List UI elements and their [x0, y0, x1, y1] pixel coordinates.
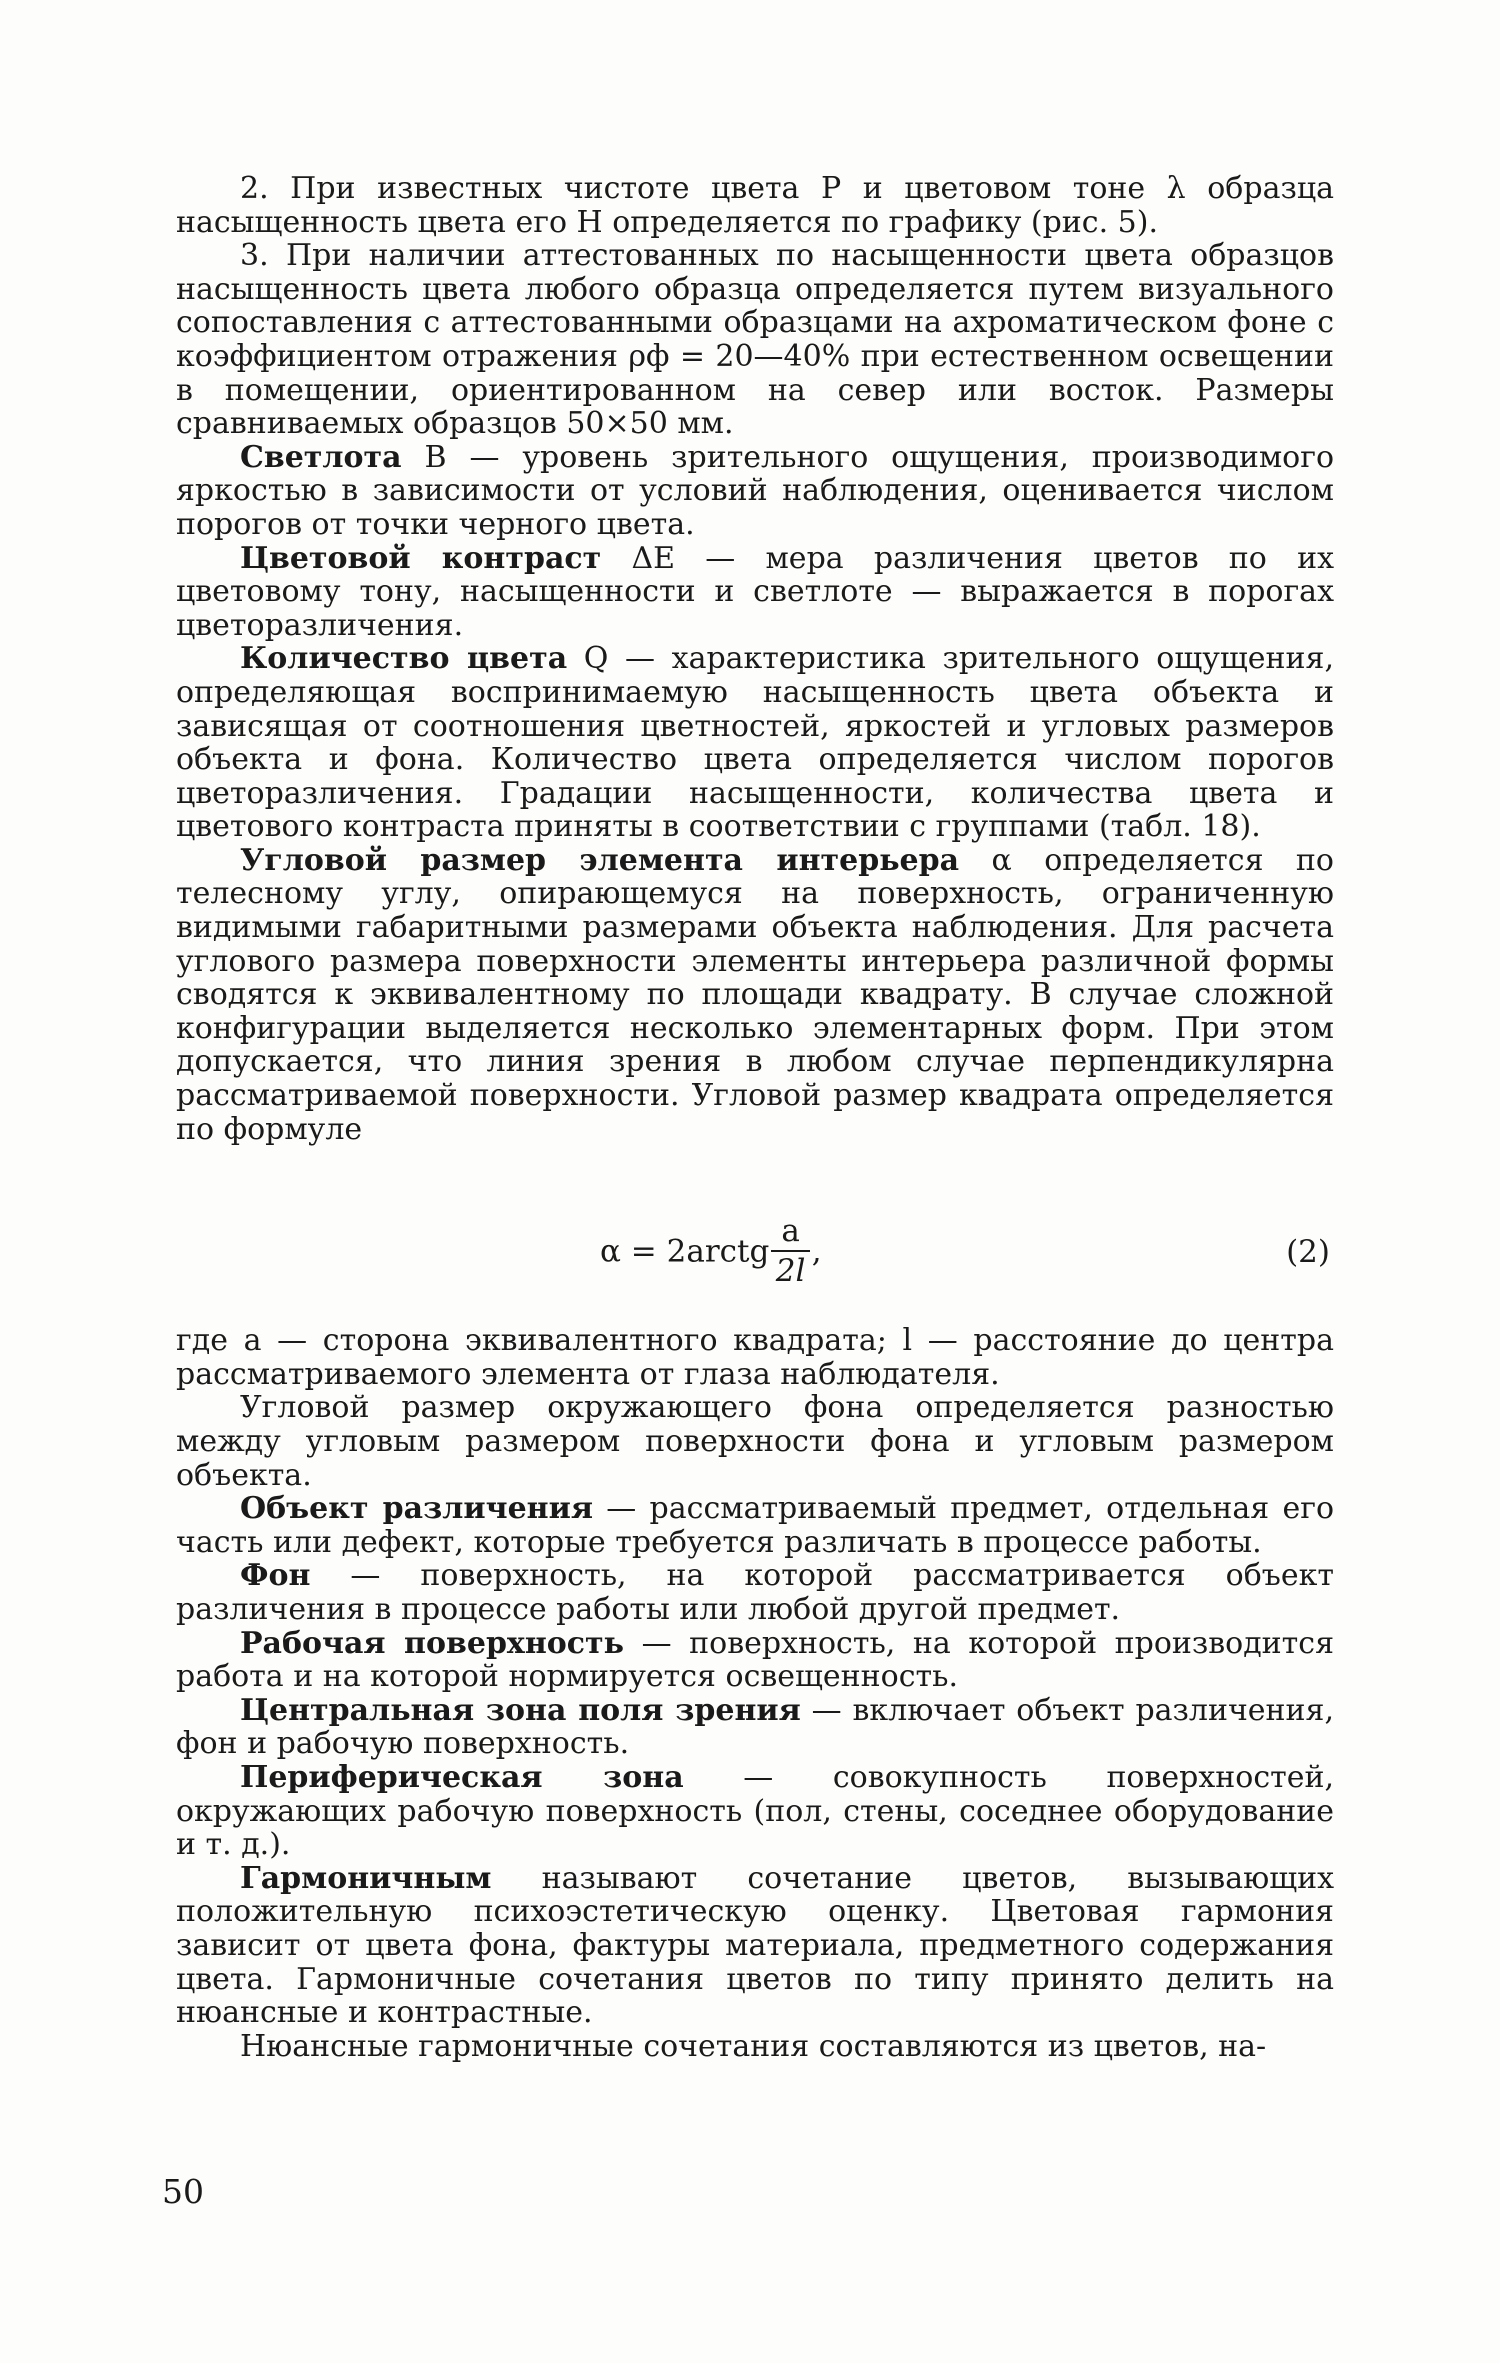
- definition-object: — рассматриваемый предмет, отдельная его часть или дефект, которые требуется различать в процессе работы.: [176, 1491, 1335, 1560]
- formula-denominator: 2l: [775, 1253, 806, 1290]
- definition-color-quantity: Q — характеристика зрительного ощущения, определяющая воспринимаемую насыщенность цвета объекта и зависящая от соотношения цветностей, яркостей и угловых размеров объекта и фона. Количество цвета определяется числом порогов цветоразличения. Градации насыщенности, количества цвета и цветового контраста приняты в соответствии с группами (табл. 18).: [176, 641, 1334, 845]
- definition-background: — поверхность, на которой рассматривается объект различения в процессе работы или любой другой предмет.: [176, 1558, 1334, 1627]
- paragraph-2: 3. При наличии аттестованных по насыщенности цвета образцов насыщенность цвета любого образца определяется путем визуального сопоставления с аттестованными образцами на ахроматическом фоне с коэффициентом отражения ρф = 20—40% при естественном освещении в помещении, ориентированном на север или восток. Размеры сравниваемых образцов 50×50 мм.: [176, 238, 1334, 442]
- paragraph-13: [176, 1761, 1334, 1862]
- formula: [600, 1214, 822, 1292]
- definition-peripheral-zone: — совокупность поверхностей, окружающих рабочую поверхность (пол, стены, соседнее оборудование и т. д.).: [176, 1759, 1335, 1863]
- term-color-contrast: Цветовой контраст: [240, 540, 602, 576]
- formula-number: (2): [1286, 1234, 1330, 1271]
- paragraph-11: [176, 1627, 1334, 1694]
- definition-angular-size: α определяется по телесному углу, опирающемуся на поверхность, ограниченную видимыми габаритными размерами объекта наблюдения. Для расчета углового размера поверхности элементы интерьера различной формы сводятся к эквивалентному по площади квадрату. В случае сложной конфигурации выделяется несколько элементарных форм. При этом допускается, что линия зрения в любом случае перпендикулярна рассматриваемой поверхности. Угловой размер квадрата определяется по формуле: [176, 842, 1334, 1147]
- paragraph-8: Угловой размер окружающего фона определяется разностью между угловым размером поверхности фона и угловым размером объекта.: [176, 1390, 1334, 1493]
- formula-numerator: a: [771, 1212, 809, 1252]
- paragraph-7: где a — сторона эквивалентного квадрата; l — расстояние до центра рассматриваемого элемента от глаза наблюдателя.: [176, 1323, 1334, 1392]
- paragraph-4: [176, 542, 1334, 643]
- formula-trail: ,: [811, 1233, 822, 1270]
- definition-harmonious: называют сочетание цветов, вызывающих положительную психоэстетическую оценку. Цветовая гармония зависит от цвета фона, фактуры материала, предметного содержания цвета. Гармоничные сочетания цветов по типу принято делить на нюансные и контрастные.: [176, 1860, 1334, 2031]
- paragraph-3: [176, 441, 1334, 542]
- definition-work-surface: — поверхность, на которой производится работа и на которой нормируется освещенность.: [176, 1625, 1334, 1695]
- paragraph-5: [176, 642, 1334, 844]
- paragraph-14: [176, 1862, 1334, 2030]
- term-central-zone: Центральная зона поля зрения: [240, 1692, 801, 1728]
- page-number: 50: [162, 2172, 204, 2211]
- formula-row: [176, 1174, 1334, 1324]
- term-object: Объект различения: [240, 1491, 594, 1527]
- body-text: [176, 172, 1334, 2063]
- paragraph-6: [176, 844, 1334, 1146]
- paragraph-1: 2. При известных чистоте цвета P и цветовом тоне λ образца насыщенность цвета его H определяется по графику (рис. 5).: [176, 171, 1334, 240]
- formula-fraction: [771, 1212, 809, 1290]
- term-angular-size: Угловой размер элемента интерьера: [240, 842, 960, 878]
- term-color-quantity: Количество цвета: [240, 641, 568, 677]
- definition-central-zone: — включает объект различения, фон и рабочую поверхность.: [176, 1692, 1334, 1762]
- term-background: Фон: [240, 1558, 311, 1594]
- paragraph-15: Нюансные гармоничные сочетания составляются из цветов, на-: [240, 2028, 1267, 2064]
- definition-color-contrast: ΔE — мера различения цветов по их цветовому тону, насыщенности и светлоте — выражается в порогах цветоразличения.: [176, 540, 1334, 643]
- term-work-surface: Рабочая поверхность: [240, 1625, 625, 1661]
- paragraph-10: [176, 1559, 1334, 1626]
- paragraph-12: [176, 1694, 1334, 1761]
- paragraph-9: [176, 1492, 1334, 1559]
- formula-lhs: α = 2arctg: [600, 1233, 770, 1270]
- definition-svetlota: B — уровень зрительного ощущения, производимого яркостью в зависимости от условий наблюдения, оценивается числом порогов от точки черного цвета.: [176, 439, 1334, 542]
- term-harmonious: Гармоничным: [240, 1860, 492, 1896]
- term-svetlota: Светлота: [240, 439, 402, 475]
- term-peripheral-zone: Периферическая зона: [240, 1759, 684, 1795]
